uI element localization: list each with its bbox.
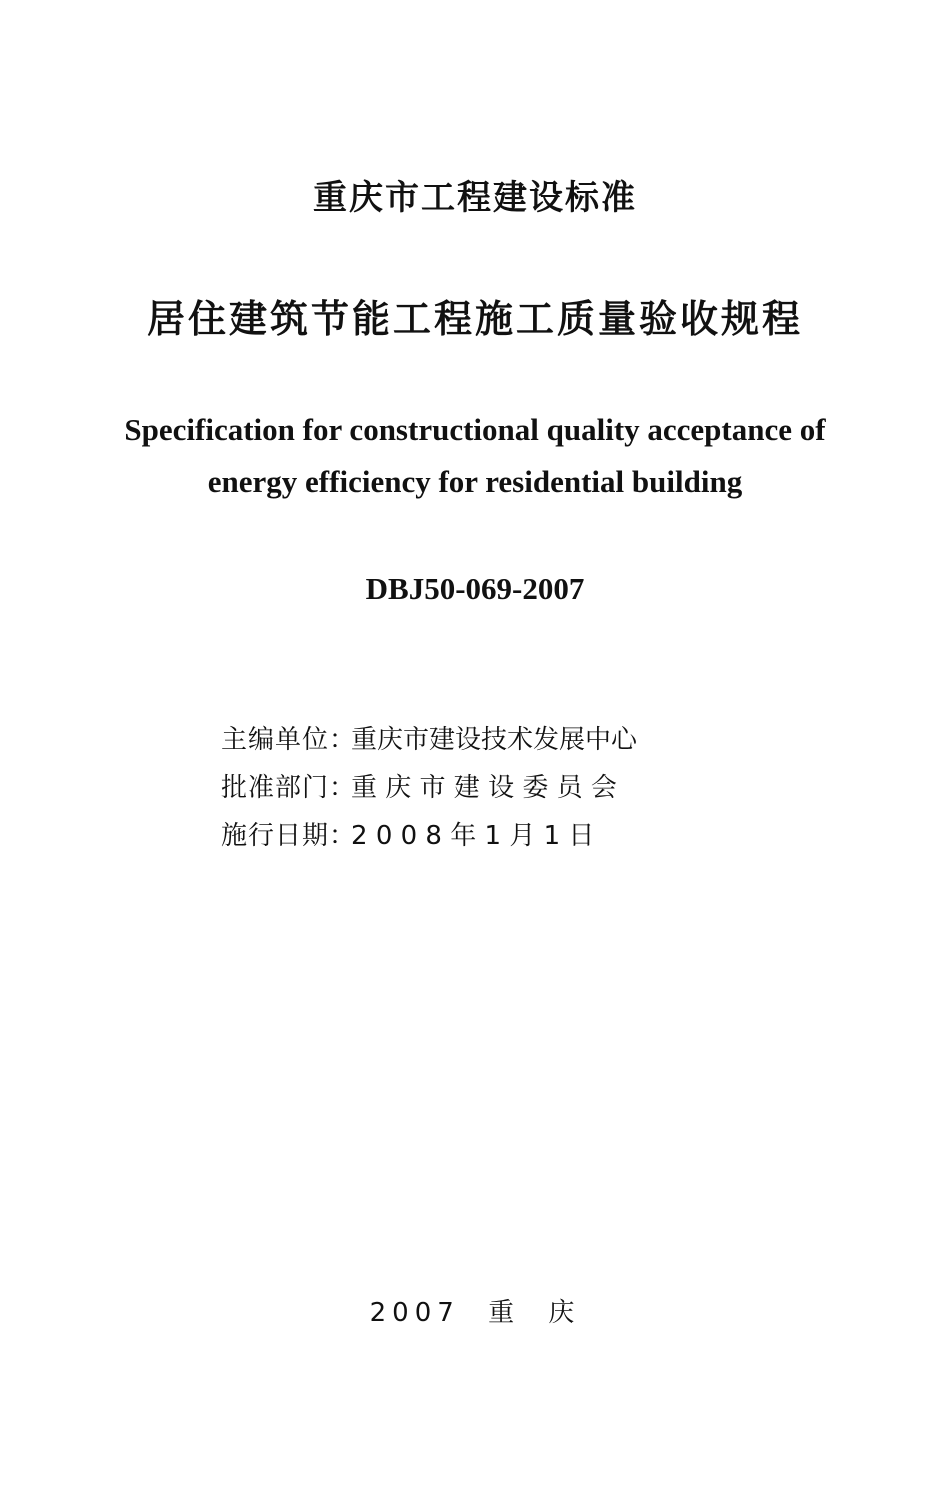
editor-unit-row	[221, 716, 637, 764]
document-title-english-line-2: energy efficiency for residential building	[207, 464, 743, 499]
document-title-english-line-1: Specification for constructional quality acceptance of	[124, 412, 826, 447]
effective-date-row	[221, 812, 637, 860]
series-title: 重庆市工程建设标准	[313, 178, 637, 218]
standard-code: DBJ50-069-2007	[365, 571, 585, 606]
publication-info	[221, 716, 637, 860]
effective-date-value: 2 0 0 8 年 1 月 1 日	[351, 821, 595, 851]
approval-department-separator: ：	[329, 773, 356, 803]
effective-date-separator: ：	[329, 821, 356, 851]
publication-year-place: 2007 重 庆	[369, 1298, 581, 1328]
approval-department-value: 重 庆 市 建 设 委 员 会	[351, 773, 617, 803]
editor-unit-separator: ：	[329, 725, 356, 755]
effective-date-label: 施行日期	[221, 821, 330, 851]
document-title-chinese: 居住建筑节能工程施工质量验收规程	[146, 297, 803, 341]
editor-unit-value: 重庆市建设技术发展中心	[351, 725, 638, 755]
approval-department-label: 批准部门	[221, 773, 330, 803]
approval-department-row	[221, 764, 637, 812]
editor-unit-label: 主编单位	[221, 725, 330, 755]
